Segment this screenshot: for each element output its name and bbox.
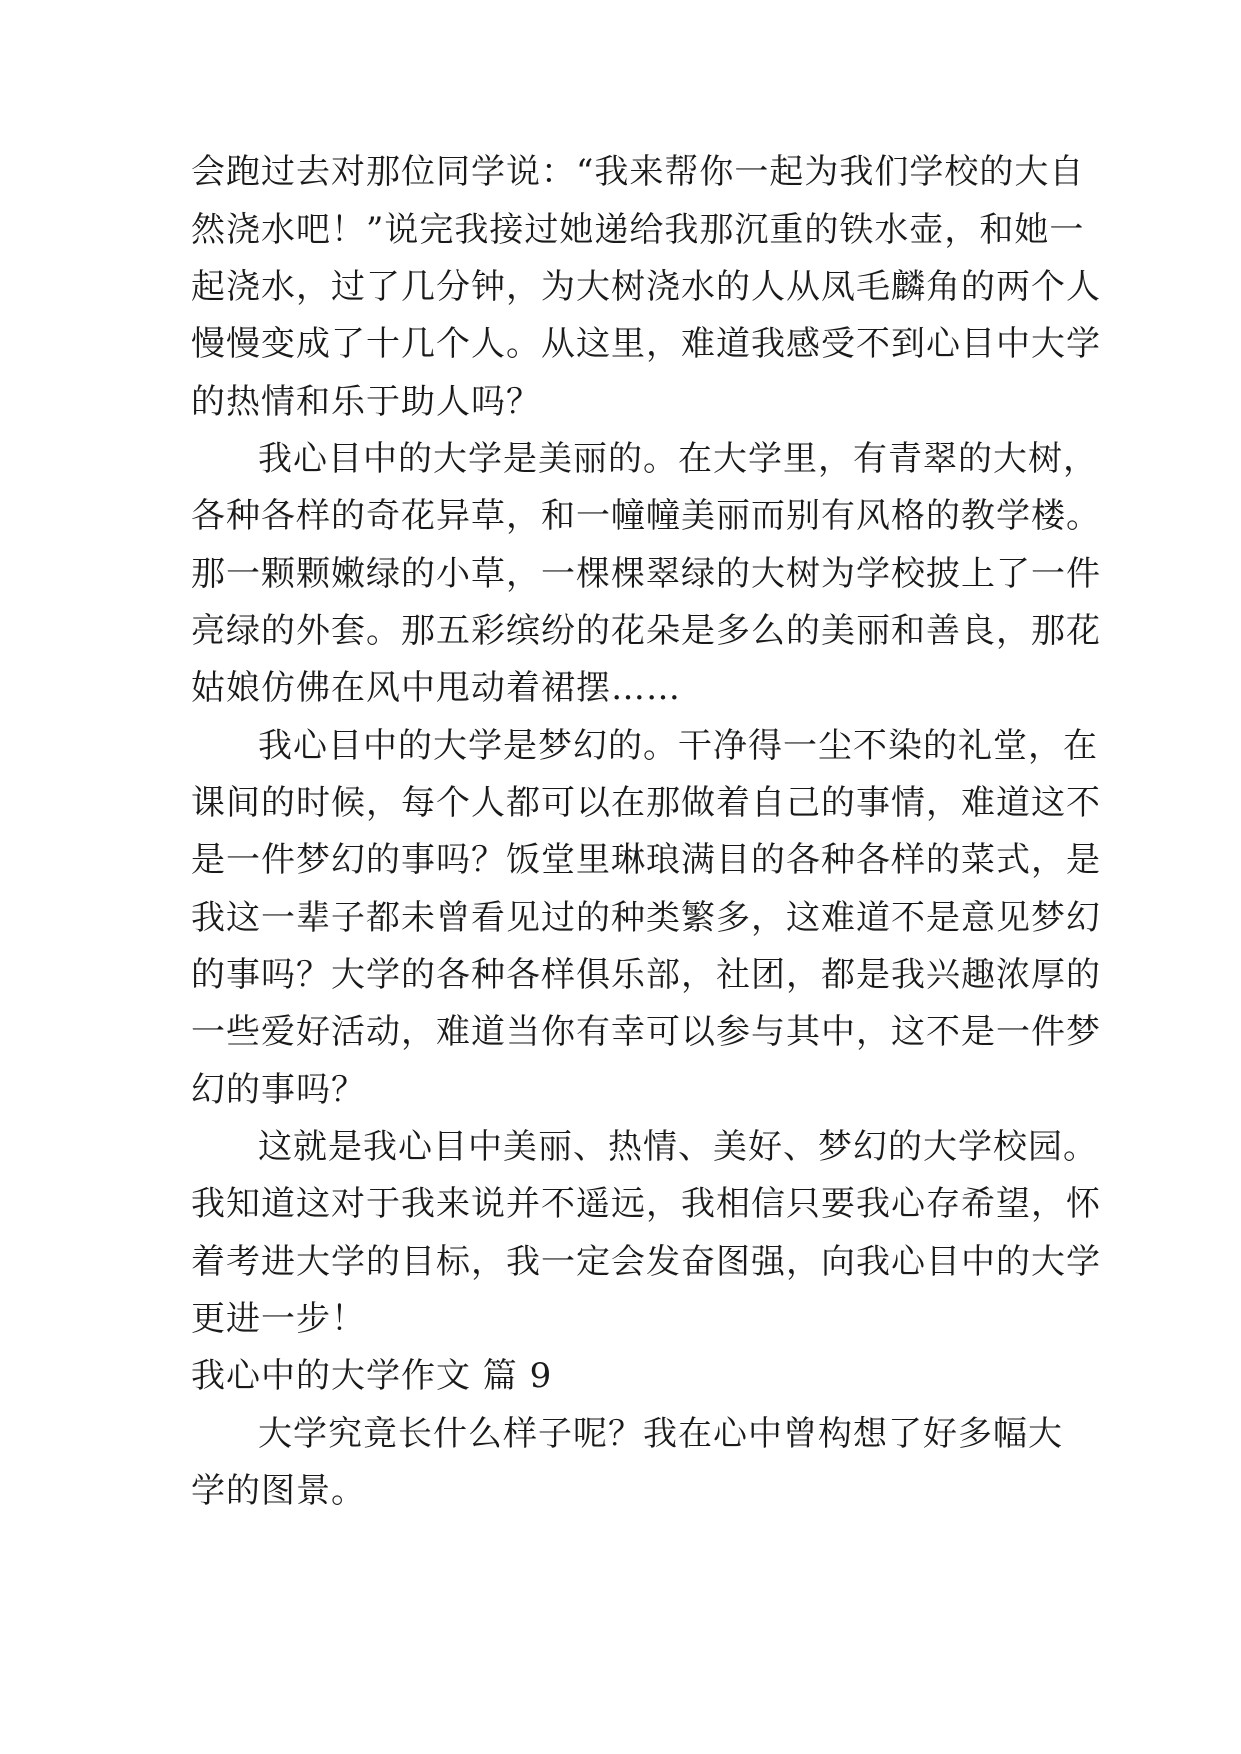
text-line: 课间的时候，每个人都可以在那做着自己的事情，难道这不 xyxy=(191,783,1101,823)
text-line: 幻的事吗？ xyxy=(191,1070,366,1110)
text-line: 那一颗颗嫩绿的小草，一棵棵翠绿的大树为学校披上了一件 xyxy=(191,554,1101,594)
text-line: 慢慢变成了十几个人。从这里，难道我感受不到心目中大学 xyxy=(191,324,1101,364)
text-line: 会跑过去对那位同学说：“我来帮你一起为我们学校的大自 xyxy=(191,152,1085,192)
text-line: 我知道这对于我来说并不遥远，我相信只要我心存希望，怀 xyxy=(191,1184,1101,1224)
text-line: 一些爱好活动，难道当你有幸可以参与其中，这不是一件梦 xyxy=(191,1012,1101,1052)
text-line: 我这一辈子都未曾看见过的种类繁多，这难道不是意见梦幻 xyxy=(191,898,1101,938)
paragraph-first-line: 我心目中的大学是梦幻的。干净得一尘不染的礼堂，在 xyxy=(258,726,1098,766)
text-line: 学的图景。 xyxy=(191,1471,366,1511)
text-line: 起浇水，过了几分钟，为大树浇水的人从凤毛麟角的两个人 xyxy=(191,267,1101,307)
text-line: 更进一步！ xyxy=(191,1299,366,1339)
text-line: 亮绿的外套。那五彩缤纷的花朵是多么的美丽和善良，那花 xyxy=(191,611,1101,651)
section-heading: 我心中的大学作文 篇 9 xyxy=(191,1356,553,1396)
paragraph-first-line: 这就是我心目中美丽、热情、美好、梦幻的大学校园。 xyxy=(258,1127,1098,1167)
text-line: 各种各样的奇花异草，和一幢幢美丽而别有风格的教学楼。 xyxy=(191,496,1101,536)
text-line: 的事吗？大学的各种各样俱乐部，社团，都是我兴趣浓厚的 xyxy=(191,955,1101,995)
paragraph-first-line: 我心目中的大学是美丽的。在大学里，有青翠的大树， xyxy=(258,439,1098,479)
text-line: 的热情和乐于助人吗？ xyxy=(191,382,541,422)
text-line: 然浇水吧！”说完我接过她递给我那沉重的铁水壶，和她一 xyxy=(191,210,1085,250)
paragraph-first-line: 大学究竟长什么样子呢？我在心中曾构想了好多幅大 xyxy=(258,1414,1063,1454)
text-line: 是一件梦幻的事吗？饭堂里琳琅满目的各种各样的菜式，是 xyxy=(191,840,1101,880)
text-line: 姑娘仿佛在风中甩动着裙摆…… xyxy=(191,668,681,708)
text-line: 着考进大学的目标，我一定会发奋图强，向我心目中的大学 xyxy=(191,1242,1101,1282)
